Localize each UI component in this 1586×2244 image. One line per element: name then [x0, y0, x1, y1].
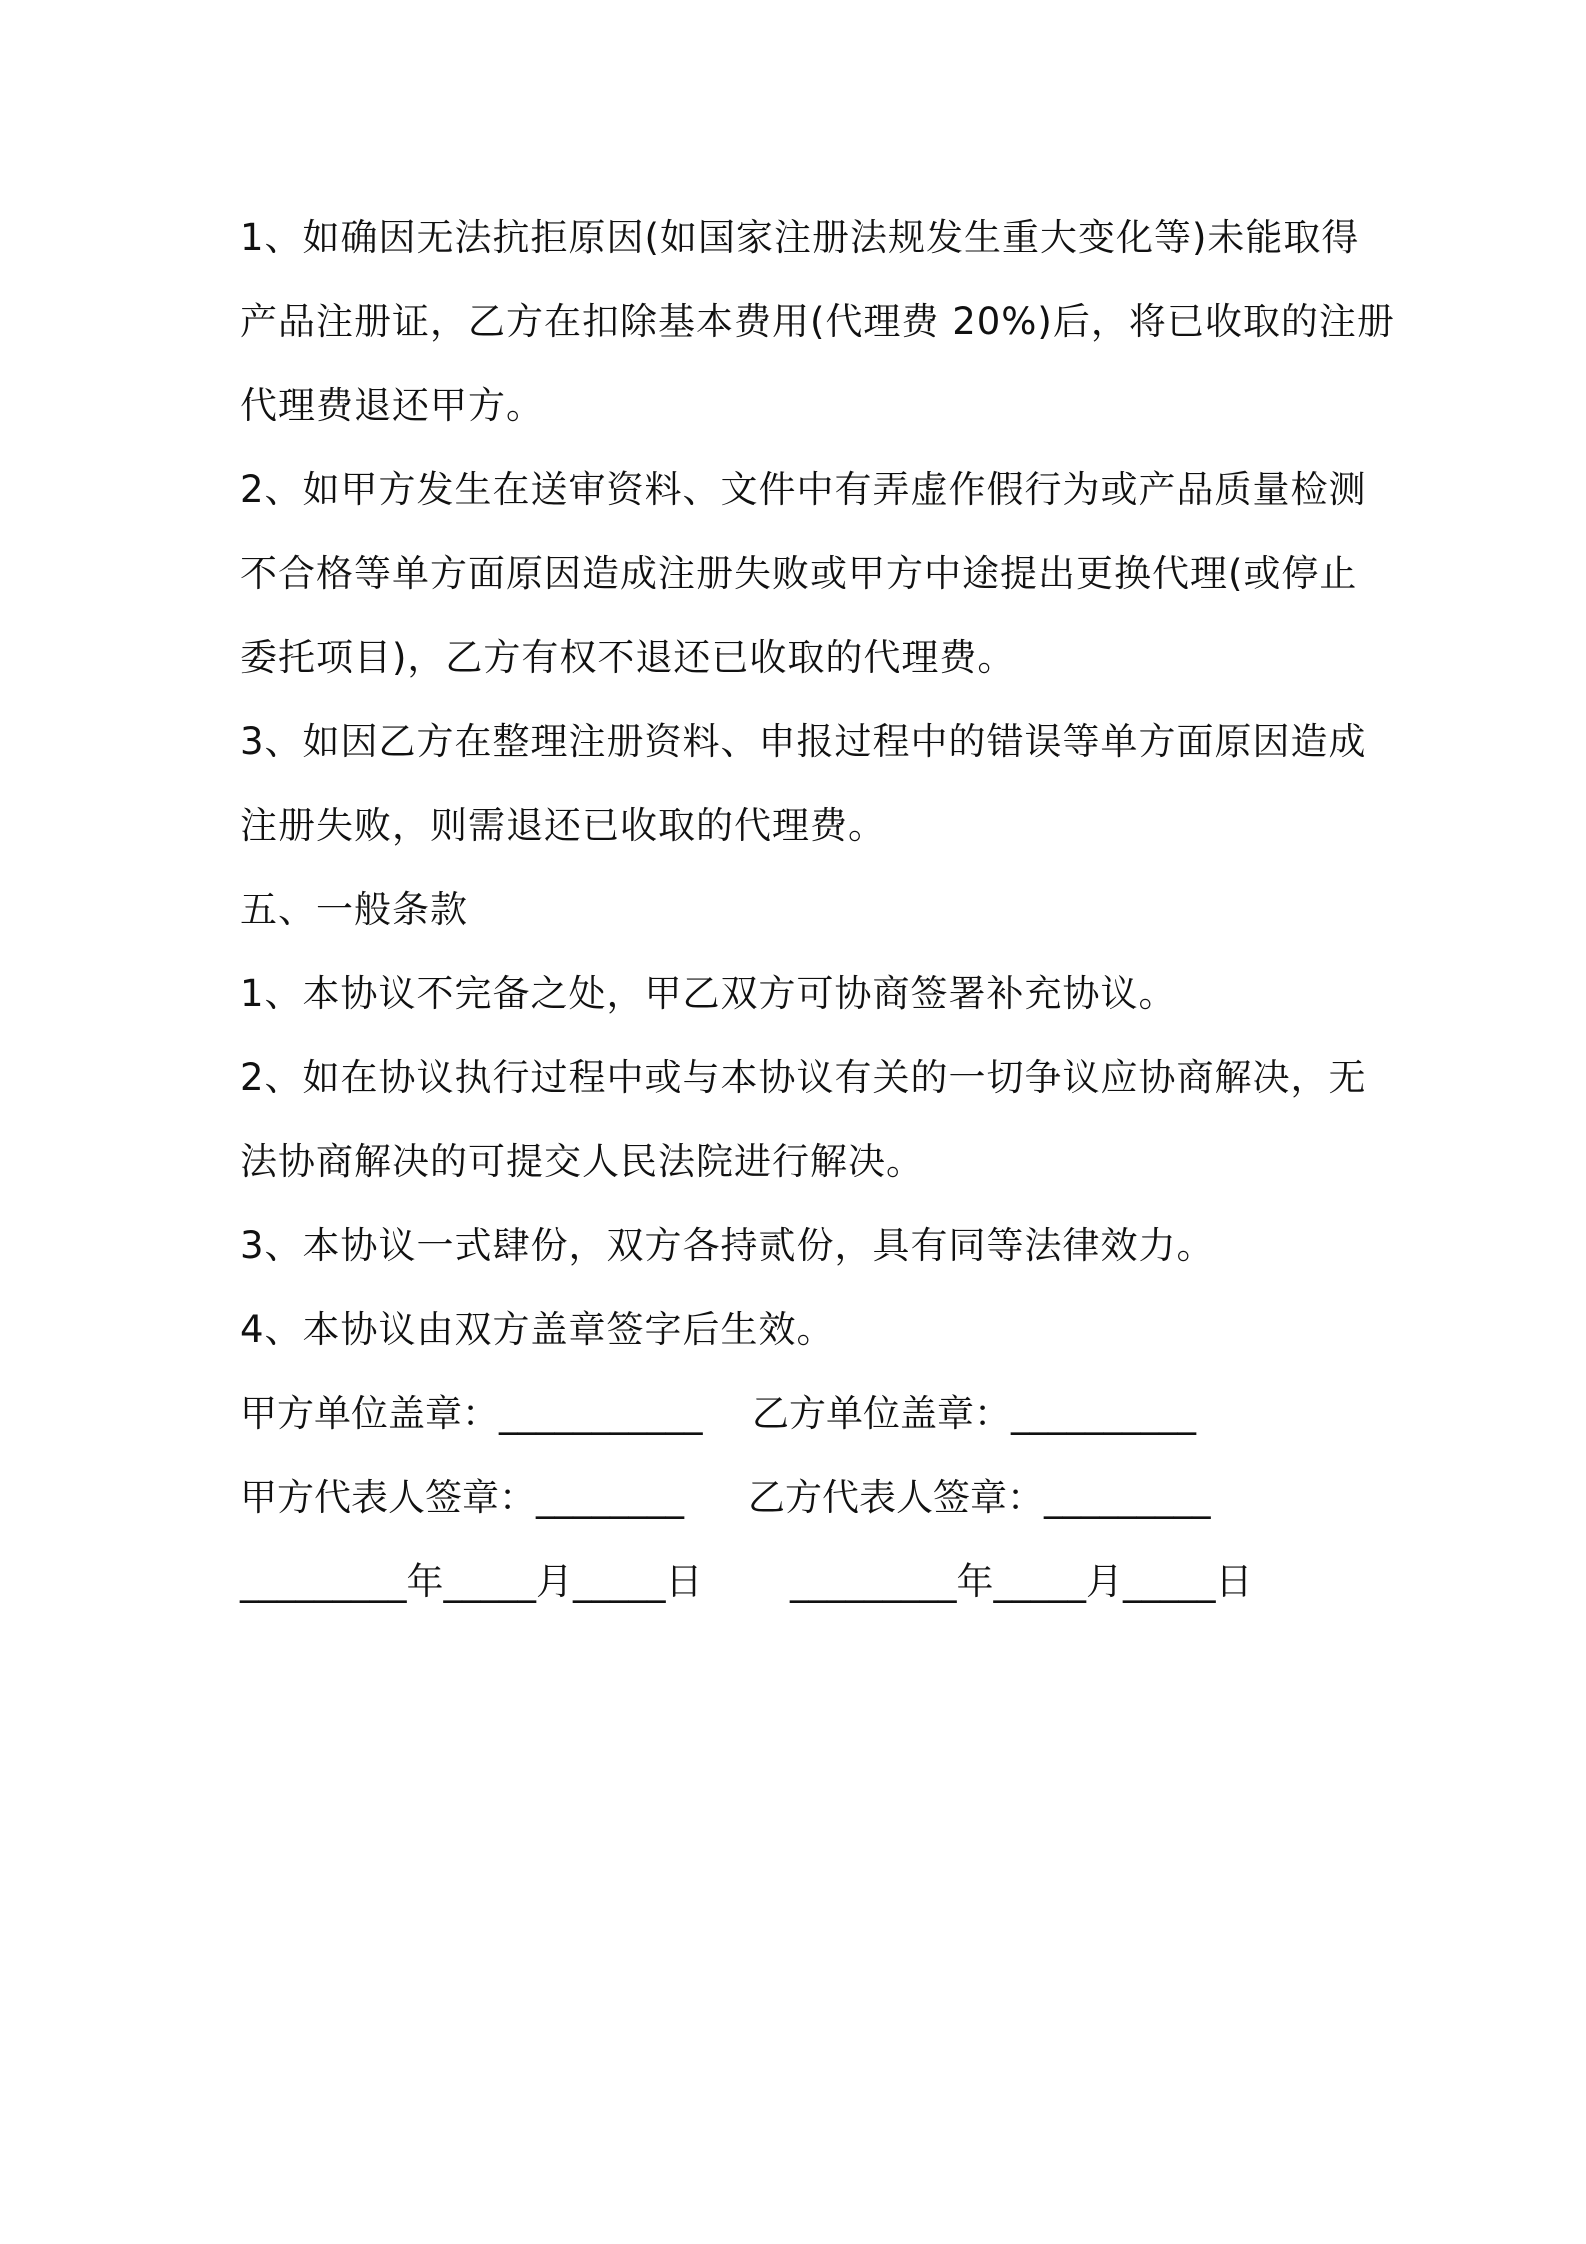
clause-line: 产品注册证，乙方在扣除基本费用(代理费 20%)后，将已收取的注册: [240, 300, 1395, 343]
clause-line: 代理费退还甲方。: [240, 384, 544, 427]
party-a-seal-field: 甲方单位盖章：___________: [240, 1392, 703, 1435]
representative-row: [240, 1456, 1360, 1540]
clause-line: 法协商解决的可提交人民法院进行解决。: [240, 1140, 924, 1183]
party-b-representative-field: 乙方代表人签章：_________: [748, 1476, 1211, 1519]
party-b-date-field: _________年_____月_____日: [790, 1560, 1253, 1603]
party-a-date-field: _________年_____月_____日: [240, 1560, 703, 1603]
clause-line: 1、本协议不完备之处，甲乙双方可协商签署补充协议。: [240, 972, 1177, 1015]
clause-line: 委托项目)，乙方有权不退还已收取的代理费。: [240, 636, 1016, 679]
clause-line: 3、本协议一式肆份，双方各持贰份，具有同等法律效力。: [240, 1224, 1215, 1267]
party-b-seal-field: 乙方单位盖章：__________: [752, 1392, 1196, 1435]
seal-row: [240, 1372, 1360, 1456]
clause-line: 2、如在协议执行过程中或与本协议有关的一切争议应协商解决，无: [240, 1056, 1367, 1099]
clause-line: 注册失败，则需退还已收取的代理费。: [240, 804, 886, 847]
section-heading: 五、一般条款: [240, 888, 468, 931]
clause-line: 3、如因乙方在整理注册资料、申报过程中的错误等单方面原因造成: [240, 720, 1367, 763]
clause-line: 4、本协议由双方盖章签字后生效。: [240, 1308, 835, 1351]
date-row: [240, 1540, 1360, 1624]
clause-line: 2、如甲方发生在送审资料、文件中有弄虚作假行为或产品质量检测: [240, 468, 1367, 511]
clause-line: 1、如确因无法抗拒原因(如国家注册法规发生重大变化等)未能取得: [240, 216, 1360, 259]
clause-line: 不合格等单方面原因造成注册失败或甲方中途提出更换代理(或停止: [240, 552, 1358, 595]
party-a-representative-field: 甲方代表人签章：________: [240, 1476, 684, 1519]
document-body: [240, 196, 1395, 1624]
